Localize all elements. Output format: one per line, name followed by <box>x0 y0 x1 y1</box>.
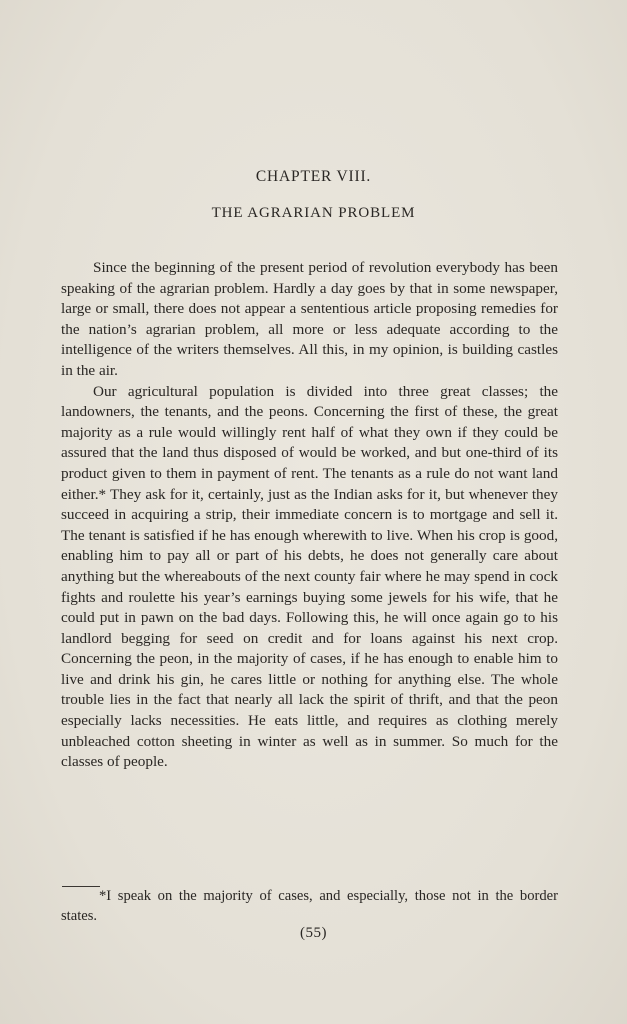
footnote <box>61 886 558 926</box>
paragraph-2: Our agricultural population is divided into three great classes; the landowners, the tenants, and the peons. Concerning the first of these, the great majority as a rule would willingly rent half of what they own if they could be assured that the land thus disposed of would be worked, and but one-third of its product given to them in payment of rent. The tenants as a rule do not want land either.* They ask for it, certainly, just as the Indian asks for it, but whenever they succeed in acquiring a strip, their immediate concern is to mortgage and sell it. The tenant is satisfied if he has enough wherewith to live. When his crop is good, enabling him to pay all or part of his debts, he does not generally care about anything but the whereabouts of the next county fair where he may spend in cock fights and roulette his year’s earnings buying some jewels for his wife, that he could put in pawn on the bad days. Following this, he will once again go to his landlord begging for seed on credit and for loans against his next crop. Concerning the peon, in the majority of cases, if he has enough to enable him to live and drink his gin, he cares little or nothing for anything else. The whole trouble lies in the fact that nearly all lack the spirit of thrift, and that the peon especially lacks necessities. He eats little, and requires as clothing merely unbleached cotton sheeting in winter as well as in summer. So much for the classes of people. <box>61 382 558 771</box>
chapter-title: THE AGRARIAN PROBLEM <box>211 205 416 221</box>
chapter-heading: CHAPTER VIII. <box>255 168 372 185</box>
body-text <box>61 258 558 773</box>
page-number: (55) <box>300 925 327 941</box>
footnote-text: *I speak on the majority of cases, and especially, those not in the border states. <box>61 888 558 924</box>
paragraph-1: Since the beginning of the present period of revolution everybody has been speaking of the agrarian problem. Hardly a day goes by that in some newspaper, large or small, there does not appear a sententious article proposing remedies for the nation’s agrarian problem, all more or less adequate according to the intelligence of the writers themselves. All this, in my opinion, is building castles in the air. <box>61 259 558 379</box>
